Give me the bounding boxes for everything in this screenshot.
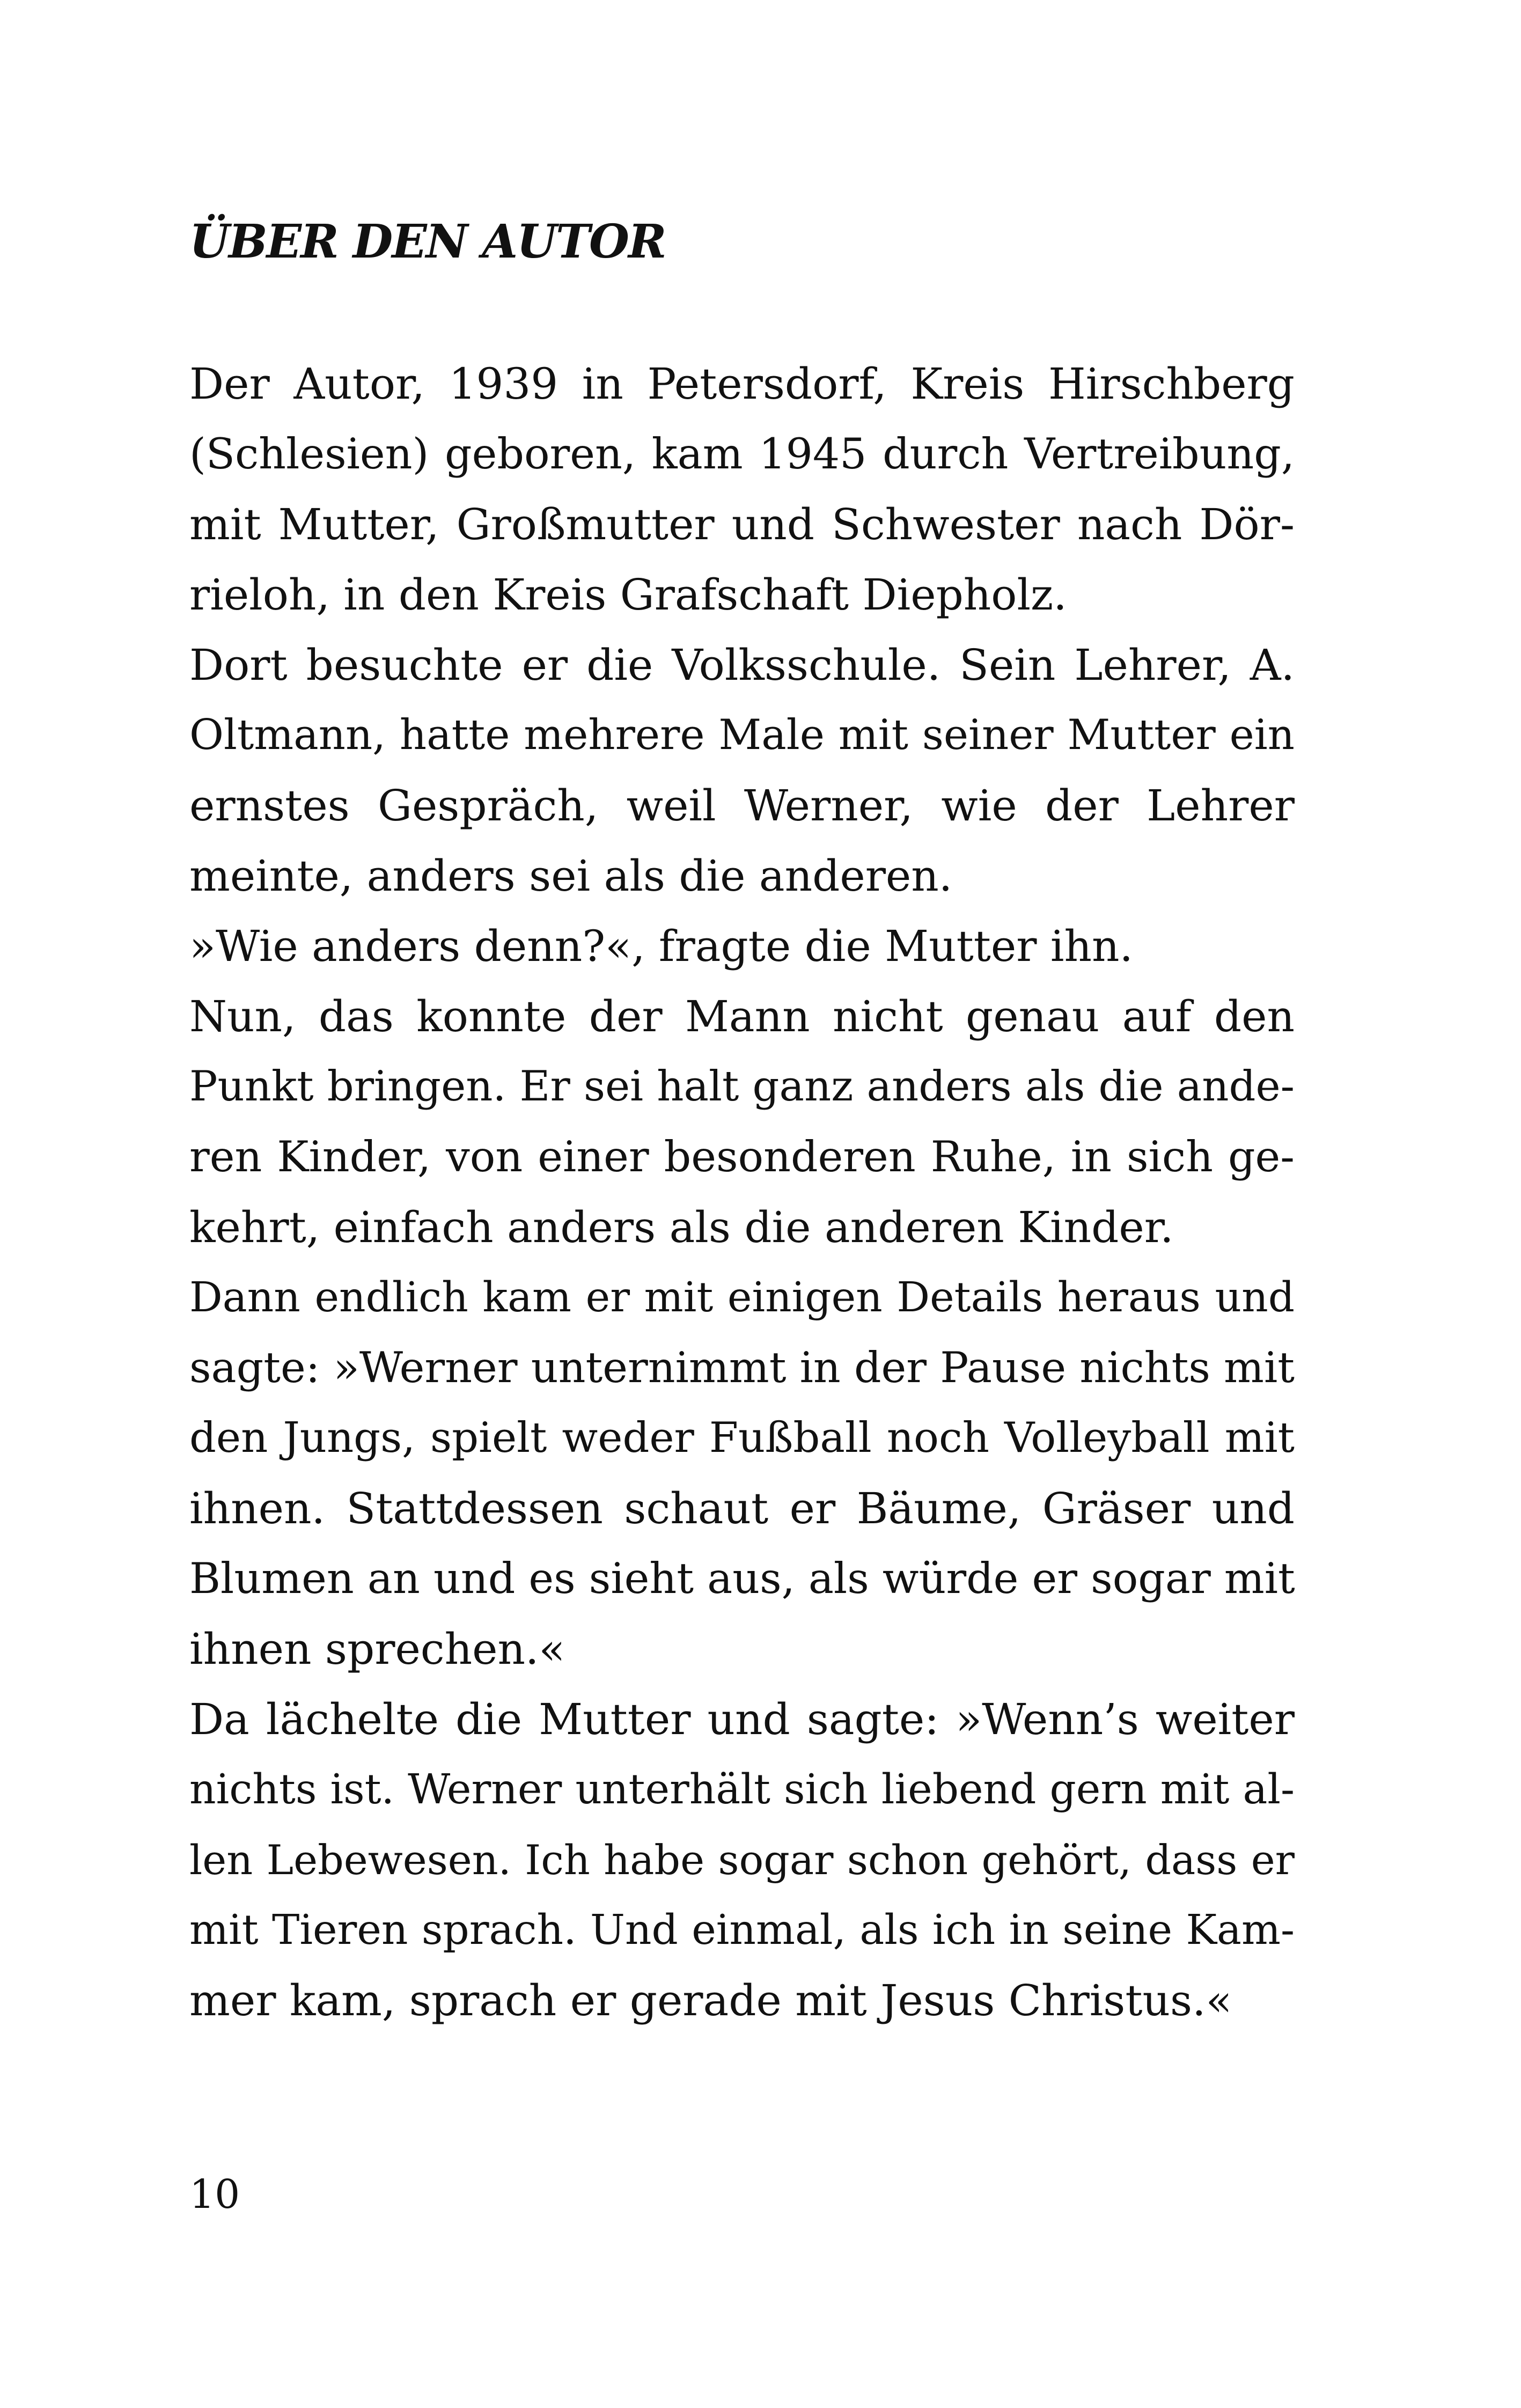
- text-line: Blumen an und es sieht aus, als würde er sogar mit: [189, 1554, 1295, 1603]
- text-line: rieloh, in den Kreis Grafschaft Diepholz.: [189, 570, 1067, 620]
- text-line: (Schlesien) geboren, kam 1945 durch Vertreibung,: [189, 429, 1295, 479]
- text-line: ihnen sprechen.«: [189, 1624, 565, 1674]
- text-line: len Lebewesen. Ich habe sogar schon gehört, dass er: [189, 1836, 1295, 1884]
- text-line: Oltmann, hatte mehrere Male mit seiner Mutter ein: [189, 711, 1295, 759]
- text-line: meinte, anders sei als die anderen.: [189, 851, 953, 901]
- text-line: nichts ist. Werner unterhält sich liebend gern mit al-: [189, 1766, 1295, 1814]
- text-line: ernstes Gespräch, weil Werner, wie der Lehrer: [189, 781, 1295, 831]
- text-line: mit Mutter, Großmutter und Schwester nach Dör-: [189, 500, 1295, 549]
- text-line: Nun, das konnte der Mann nicht genau auf den: [189, 992, 1295, 1041]
- text-line: den Jungs, spielt weder Fußball noch Volleyball mit: [189, 1414, 1295, 1462]
- text-line: Punkt bringen. Er sei halt ganz anders als die ande-: [189, 1062, 1295, 1111]
- text-line: Dort besuchte er die Volksschule. Sein Lehrer, A.: [189, 640, 1295, 690]
- text-line: Da lächelte die Mutter und sagte: »Wenn’s weiter: [189, 1694, 1295, 1744]
- section-heading: ÜBER DEN AUTOR: [189, 215, 666, 269]
- text-line: »Wie anders denn?«, fragte die Mutter ihn.: [189, 921, 1133, 971]
- text-line: mer kam, sprach er gerade mit Jesus Christus.«: [189, 1976, 1232, 2025]
- text-line: ren Kinder, von einer besonderen Ruhe, in sich ge-: [189, 1132, 1295, 1181]
- text-line: Der Autor, 1939 in Petersdorf, Kreis Hirschberg: [189, 359, 1295, 409]
- text-line: kehrt, einfach anders als die anderen Kinder.: [189, 1202, 1174, 1252]
- page-number: 10: [189, 2171, 240, 2218]
- text-line: sagte: »Werner unternimmt in der Pause nichts mit: [189, 1343, 1295, 1392]
- body-text: [189, 349, 1295, 2036]
- text-line: ihnen. Stattdessen schaut er Bäume, Gräser und: [189, 1484, 1295, 1533]
- text-line: Dann endlich kam er mit einigen Details heraus und: [189, 1274, 1295, 1322]
- text-line: mit Tieren sprach. Und einmal, als ich in seine Kam-: [189, 1906, 1295, 1954]
